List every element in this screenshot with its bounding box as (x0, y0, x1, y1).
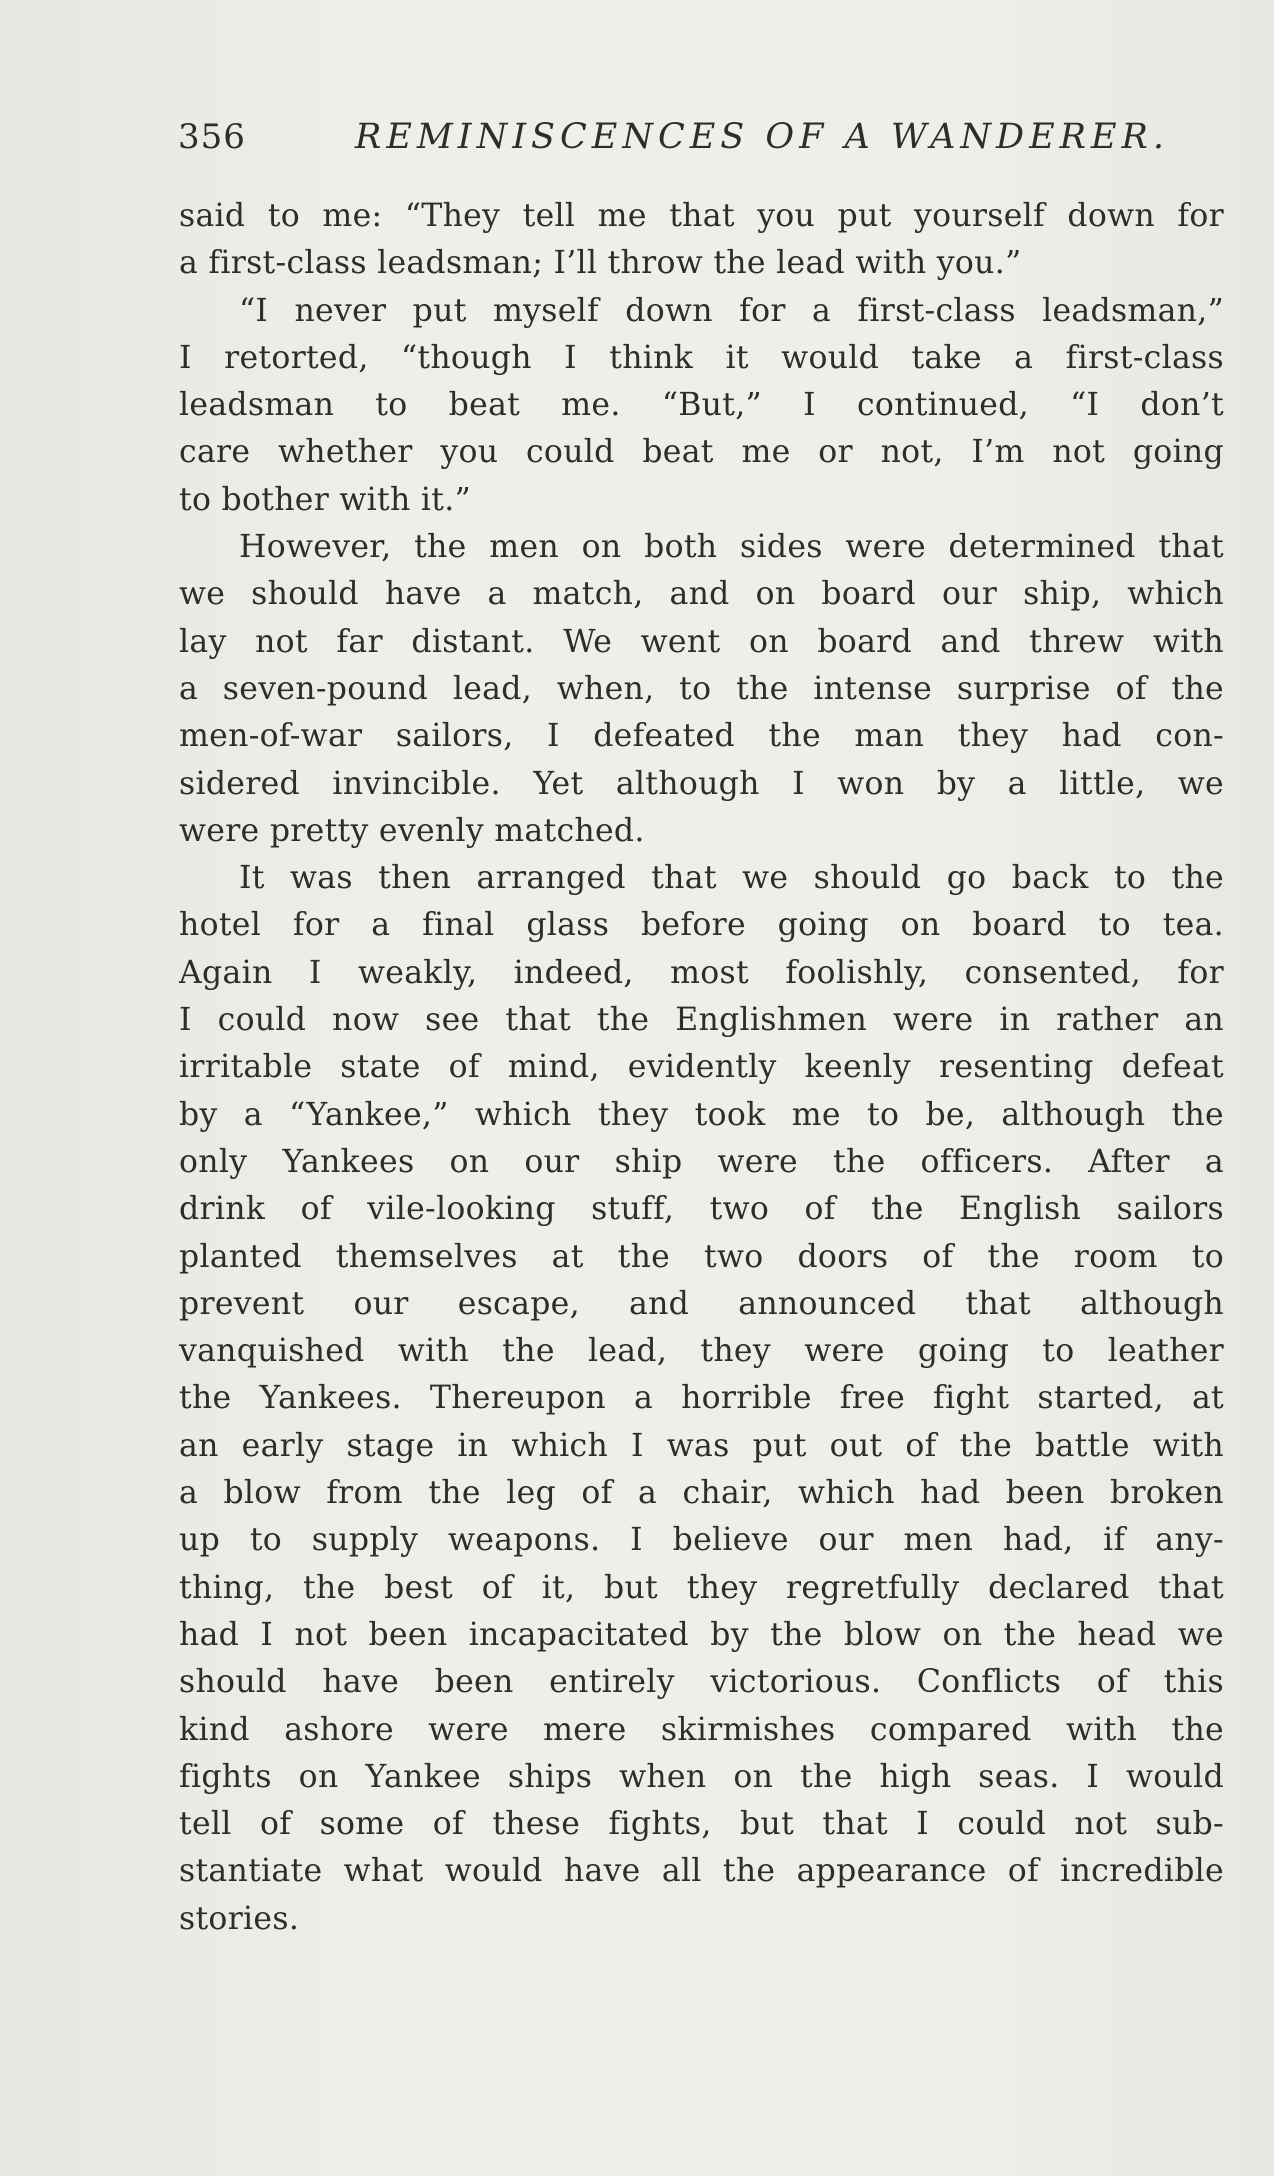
text-line: fights on Yankee ships when on the high seas. I would (179, 1758, 1224, 1795)
text-line: lay not far distant. We went on board and threw with (179, 623, 1224, 660)
text-line: prevent our escape, and announced that although (179, 1285, 1224, 1322)
text-line: kind ashore were mere skirmishes compared with the (179, 1711, 1224, 1748)
text-line: tell of some of these fights, but that I could not sub- (179, 1806, 1224, 1843)
text-line: I could now see that the Englishmen were in rather an (179, 1002, 1224, 1039)
running-head (178, 112, 1170, 162)
text-line: vanquished with the lead, they were going to leather (179, 1333, 1224, 1370)
text-line: irritable state of mind, evidently keenly resenting defeat (179, 1049, 1224, 1086)
text-line: sidered invincible. Yet although I won by a little, we (179, 765, 1224, 802)
text-line: said to me: “They tell me that you put yourself down for (179, 198, 1224, 234)
text-line: Again I weakly, indeed, most foolishly, consented, for (179, 954, 1224, 991)
text-line: should have been entirely victorious. Conflicts of this (179, 1664, 1224, 1701)
text-line: were pretty evenly matched. (179, 812, 645, 849)
text-line: planted themselves at the two doors of the room to (179, 1238, 1224, 1275)
text-line: drink of vile-looking stuff, two of the English sailors (179, 1191, 1224, 1228)
text-line: a seven-pound lead, when, to the intense surprise of the (179, 670, 1224, 707)
text-line: up to supply weapons. I believe our men had, if any- (179, 1522, 1224, 1559)
text-line: to bother with it.” (179, 481, 471, 518)
text-line: by a “Yankee,” which they took me to be, although the (179, 1096, 1224, 1133)
text-line: “I never put myself down for a first-class leadsman,” (239, 292, 1224, 329)
text-line: an early stage in which I was put out of the battle with (179, 1427, 1224, 1464)
text-line: stantiate what would have all the appearance of incredible (179, 1853, 1224, 1890)
text-line: the Yankees. Thereupon a horrible free fight started, at (179, 1380, 1224, 1417)
text-line: stories. (179, 1900, 300, 1937)
text-line: we should have a match, and on board our ship, which (179, 576, 1224, 613)
body-text (179, 193, 1224, 1943)
text-line: had I not been incapacitated by the blow on the head we (179, 1616, 1224, 1653)
text-line: care whether you could beat me or not, I’m not going (179, 434, 1224, 471)
running-title: REMINISCENCES OF A WANDERER. (355, 117, 1170, 157)
text-line: men-of-war sailors, I defeated the man they had con- (179, 718, 1224, 755)
text-line: It was then arranged that we should go back to the (239, 860, 1224, 897)
text-line: hotel for a final glass before going on board to tea. (179, 907, 1224, 944)
text-line: a blow from the leg of a chair, which had been broken (179, 1475, 1224, 1512)
text-line: only Yankees on our ship were the officers. After a (179, 1143, 1224, 1180)
text-line: a first-class leadsman; I’ll throw the lead with you.” (179, 245, 1022, 282)
text-line: thing, the best of it, but they regretfully declared that (179, 1569, 1224, 1606)
text-line: I retorted, “though I think it would take a first-class (179, 339, 1224, 376)
text-line: leadsman to beat me. “But,” I continued, “I don’t (179, 387, 1224, 424)
text-line: However, the men on both sides were determined that (239, 529, 1224, 566)
page-number: 356 (178, 117, 246, 157)
